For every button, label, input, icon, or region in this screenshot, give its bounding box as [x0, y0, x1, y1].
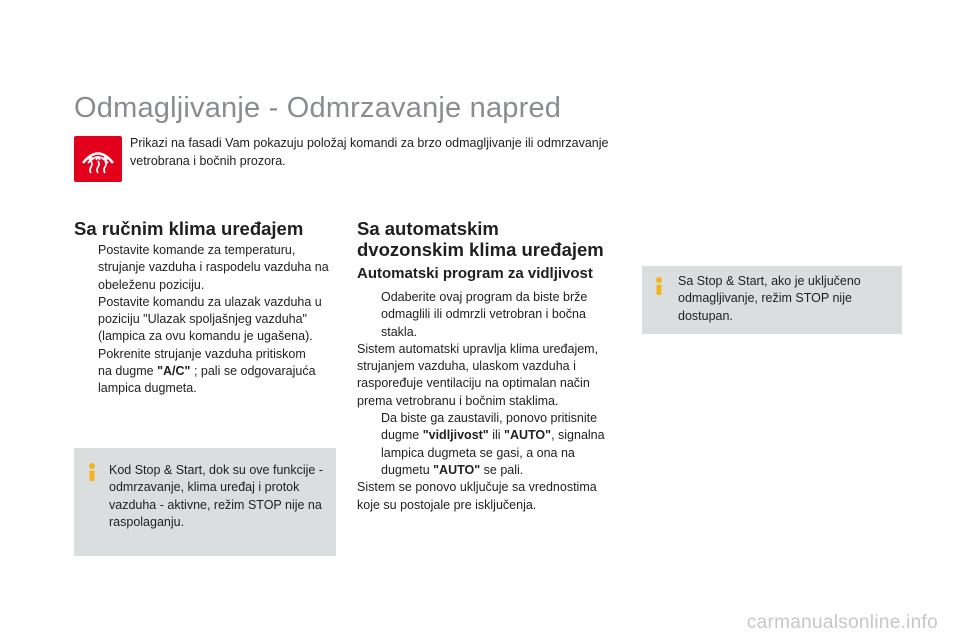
bullet-line — [381, 427, 627, 444]
bullet-marker — [74, 294, 98, 346]
paragraph — [357, 479, 627, 514]
bullet-line: Odaberite ovaj program da biste brže — [381, 290, 588, 304]
paragraph-line: raspoređuje ventilaciju na optimalan način — [357, 376, 590, 391]
paragraph-line: prema vetrobranu i bočnim staklima. — [357, 393, 559, 408]
note-line: Kod Stop & Start, dok su ove funkcije - — [109, 463, 324, 477]
bullet-line — [98, 363, 344, 380]
bullet-line: poziciju "Ulazak spoljašnjeg vazduha" — [98, 312, 307, 327]
text-segment: , signalna — [551, 428, 605, 443]
text-segment: ili — [488, 428, 505, 443]
list-item — [74, 242, 344, 294]
intro-text — [130, 134, 630, 170]
paragraph-line: koje su postojale pre isključenja. — [357, 497, 537, 512]
intro-line: Prikazi na fasadi Vam pokazuju položaj komandi za brzo odmagljivanje ili odmrzavanje — [130, 136, 609, 150]
intro-line: vetrobrana i bočnih prozora. — [130, 154, 286, 168]
list-item — [357, 289, 627, 341]
bullet-line: Pokrenite strujanje vazduha pritiskom — [98, 346, 306, 361]
bullet-line: stakla. — [381, 324, 418, 339]
button-ref-auto: "AUTO" — [504, 428, 552, 443]
note-line: raspolaganju. — [109, 514, 185, 529]
bullet-line: lampica dugmeta se gasi, a ona na — [381, 445, 575, 460]
list-item — [357, 410, 627, 479]
info-icon — [652, 276, 666, 296]
bullet-marker — [74, 346, 98, 398]
watermark: carmanualsonline.info — [746, 612, 938, 633]
text-segment: na dugme — [98, 364, 158, 379]
manual-heading: Sa ručnim klima uređajem — [74, 218, 304, 239]
note-line: vazduha - aktivne, režim STOP nije na — [109, 497, 322, 512]
heading-line: Sa automatskim — [357, 218, 499, 239]
bullet-line — [381, 462, 627, 479]
paragraph-line: strujanjem vazduha, ulaskom vazduha i — [357, 359, 576, 374]
text-segment: dugmetu — [381, 462, 434, 477]
info-icon — [85, 462, 99, 482]
button-ref-visibility: "vidljivost" — [422, 428, 489, 443]
list-item — [74, 294, 344, 346]
bullet-line: strujanje vazduha i raspodelu vazduha na — [98, 260, 329, 275]
bullet-line: Postavite komande za temperaturu, — [98, 243, 296, 257]
manual-instructions — [74, 242, 344, 398]
list-item — [74, 346, 344, 398]
bullet-line: (lampica za ovu komandu je ugašena). — [98, 329, 313, 344]
bullet-line: lampica dugmeta. — [98, 381, 197, 396]
text-segment: ; pali se odgovarajuća — [190, 364, 316, 379]
bullet-line: Da biste ga zaustavili, ponovo pritisnite — [381, 411, 598, 426]
bullet-line: obeleženu poziciju. — [98, 277, 205, 292]
note-line: dostupan. — [678, 308, 733, 323]
manual-note — [74, 448, 336, 556]
stop-start-note — [642, 266, 902, 334]
page-title: Odmagljivanje - Odmrzavanje napred — [74, 92, 562, 124]
bullet-marker — [74, 242, 98, 294]
bullet-line: Postavite komandu za ulazak vazduha u — [98, 294, 322, 309]
heading-line: dvozonskim klima uređajem — [357, 239, 604, 260]
note-line: odmagljivanje, režim STOP nije — [678, 291, 852, 306]
paragraph-line: Sistem se ponovo uključuje sa vrednostima — [357, 480, 597, 495]
paragraph — [357, 341, 627, 410]
automatic-instructions — [357, 289, 627, 514]
text-segment: dugme — [381, 428, 423, 443]
bullet-line: odmaglili ili odmrzli vetrobran i bočna — [381, 307, 586, 322]
bullet-marker — [357, 410, 381, 479]
front-defrost-icon — [74, 136, 122, 182]
note-line: Sa Stop & Start, ako je uključeno — [678, 274, 861, 288]
text-segment: se pali. — [480, 462, 524, 477]
button-ref-auto: "AUTO" — [433, 462, 481, 477]
automatic-subheading: Automatski program za vidljivost — [357, 265, 593, 282]
bullet-marker — [357, 289, 381, 341]
paragraph-line: Sistem automatski upravlja klima uređajem, — [357, 341, 599, 356]
automatic-heading — [357, 218, 604, 260]
button-ref-ac: "A/C" — [157, 364, 191, 379]
note-line: odmrzavanje, klima uređaj i protok — [109, 480, 300, 495]
